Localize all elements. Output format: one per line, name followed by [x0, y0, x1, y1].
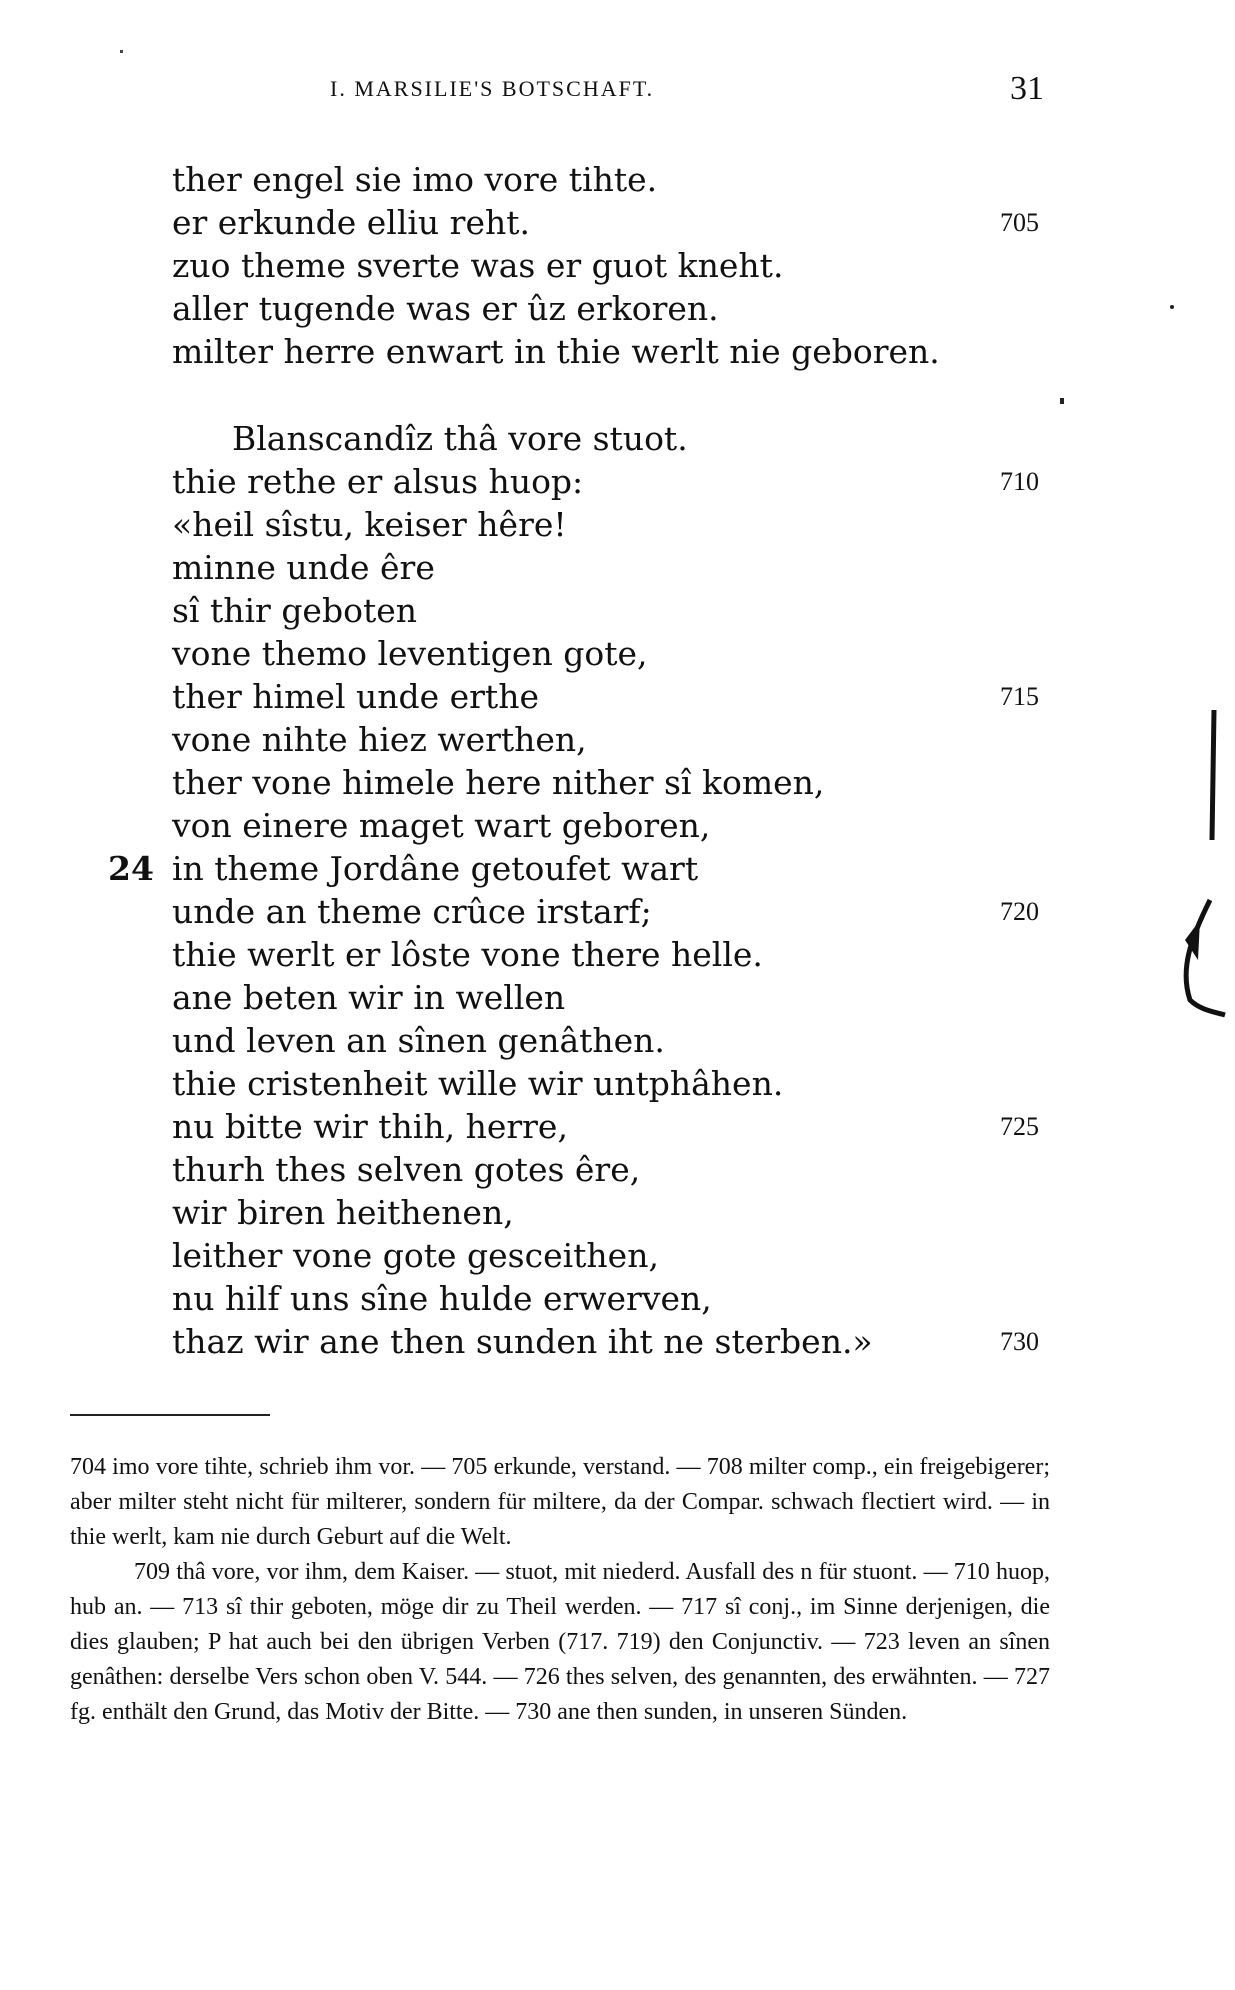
footnote-paragraph: 704 imo vore tihte, schrieb ihm vor. — 705 erkunde, verstand. — 708 milter comp., ein freigebigerer; aber milter steht nicht für milterer, sondern für miltere, da der Compar. schwach flectiert wird. — in thie werlt, kam nie durch Geburt auf die Welt.: [70, 1454, 1050, 1550]
running-header: I. MARSILIE'S BOTSCHAFT.: [330, 76, 655, 101]
line-number: 710: [1000, 467, 1039, 496]
verse-line: thaz wir ane then sunden iht ne sterben.»: [172, 1322, 873, 1361]
verse-line: thie rethe er alsus huop:: [172, 462, 584, 501]
verse-line: ther himel unde erthe: [172, 677, 539, 716]
verse-line: ane beten wir in wellen: [172, 978, 566, 1017]
line-number: 705: [1000, 208, 1039, 237]
footnotes: [70, 1450, 1050, 1730]
verse-line: Blanscandîz thâ vore stuot.: [232, 419, 688, 458]
verse-line: wir biren heithenen,: [172, 1193, 514, 1232]
verse-line: ther vone himele here nither sî komen,: [172, 763, 825, 802]
line-number: 730: [1000, 1327, 1039, 1356]
verse-line: nu bitte wir thih, herre,: [172, 1107, 568, 1146]
verse-line: zuo theme sverte was er guot kneht.: [172, 246, 784, 285]
verse-line: nu hilf uns sîne hulde erwerven,: [172, 1279, 712, 1318]
verse-line: sî thir geboten: [172, 591, 418, 630]
scan-dot-icon: [120, 50, 123, 53]
verse-line: milter herre enwart in thie werlt nie geboren.: [172, 332, 940, 371]
line-number: 725: [1000, 1112, 1039, 1141]
verse-line: thurh thes selven gotes êre,: [172, 1150, 641, 1189]
scan-dot-icon: [1060, 398, 1064, 404]
line-number: 715: [1000, 682, 1039, 711]
verse-line: thie cristenheit wille wir untphâhen.: [172, 1064, 784, 1103]
scan-artifact-icon: [1170, 700, 1230, 1020]
verse-line: und leven an sînen genâthen.: [172, 1021, 665, 1060]
scan-dot-icon: [1170, 305, 1174, 309]
verse-line: vone nihte hiez werthen,: [172, 720, 587, 759]
page-number: 31: [1010, 70, 1044, 107]
footnote-rule: [70, 1414, 270, 1416]
verse-line: ther engel sie imo vore tihte.: [172, 160, 658, 199]
verse-line: er erkunde elliu reht.: [172, 203, 530, 242]
verse-line: in theme Jordâne getoufet wart: [172, 849, 699, 888]
margin-number: 24: [108, 849, 154, 888]
verse-line: thie werlt er lôste vone there helle.: [172, 935, 763, 974]
verse-line: von einere maget wart geboren,: [172, 806, 711, 845]
footnote-paragraph: 709 thâ vore, vor ihm, dem Kaiser. — stuot, mit niederd. Ausfall des n für stuont. — 710 huop, hub an. — 713 sî thir geboten, möge dir zu Theil werden. — 717 sî conj., im Sinne derjenigen, die dies glauben; P hat auch bei den übrigen Verben (717. 719) den Conjunctiv. — 723 leven an sînen genâthen: derselbe Vers schon oben V. 544. — 726 thes selven, des genannten, des erwähnten. — 727 fg. enthält den Grund, das Motiv der Bitte. — 730 ane then sunden, in unseren Sünden.: [70, 1559, 1050, 1725]
verse-line: aller tugende was er ûz erkoren.: [172, 289, 719, 328]
verse-line: vone themo leventigen gote,: [172, 634, 648, 673]
verse-line: leither vone gote gesceithen,: [172, 1236, 659, 1275]
verse-line: unde an theme crûce irstarf;: [172, 892, 652, 931]
verse-line: minne unde êre: [172, 548, 435, 587]
line-number: 720: [1000, 897, 1039, 926]
verse-line: «heil sîstu, keiser hêre!: [172, 505, 567, 544]
